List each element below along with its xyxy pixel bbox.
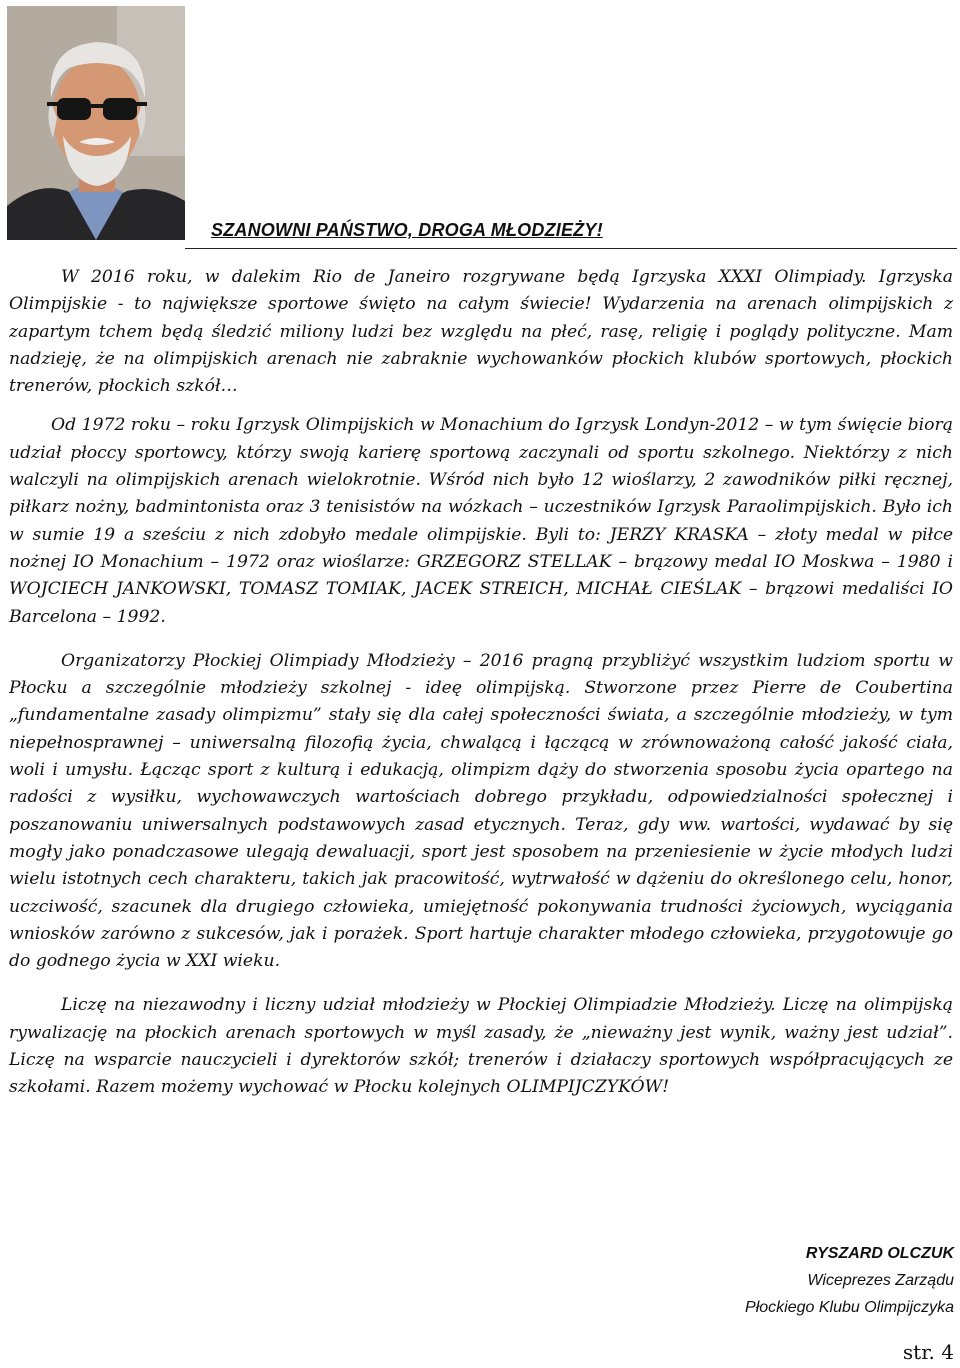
- signature-name: RYSZARD OLCZUK: [805, 1245, 954, 1262]
- letter-body: [9, 264, 953, 1102]
- page-number: str. 4: [902, 1340, 954, 1364]
- paragraph-2: Od 1972 roku – roku Igrzysk Olimpijskich w Monachium do Igrzysk Londyn-2012 – w tym święcie biorą udział płoccy sportowcy, którzy swoją karierę sportową zaczynali od sportu szkolnego. Niektórzy z nich walczyli na olimpijskich arenach wielokrotnie. Wśród nich było 12 wioślarzy, 2 zawodników piłki ręcznej, piłkarz nożny, badmintonista oraz 3 tenisistów na wózkach – uczestników Igrzysk Paraolimpijskich. Było ich w sumie 19 a sześciu z nich zdobyło medale olimpijskie. Byli to: JERZY KRASKA – złoty medal w piłce nożnej IO Monachium – 1972 oraz wioślarze: GRZEGORZ STELLAK – brązowy medal IO Moskwa – 1980 i WOJCIECH JANKOWSKI, TOMASZ TOMIAK, JACEK STREICH, MICHAŁ CIEŚLAK – brązowi medaliści IO Barcelona – 1992.: [9, 415, 953, 627]
- signature-block: [745, 1240, 954, 1321]
- author-photo: [7, 6, 185, 240]
- paragraph-3: Organizatorzy Płockiej Olimpiady Młodzieży – 2016 pragną przybliżyć wszystkim ludziom sportu w Płocku a szczególnie młodzieży szkolnej - ideę olimpijską. Stworzone przez Pierre de Coubertina „fundamentalne zasady olimpizmu” stały się dla całej społeczności świata, a szczególnie młodzieży, w tym niepełnosprawnej – uniwersalną filozofią życia, chwalącą i łączącą w zrównoważoną całość jakość ciała, woli i umysłu. Łącząc sport z kulturą i edukacją, olimpizm dąży do stworzenia sposobu życia opartego na radości z wysiłku, wychowawczych wartościach dobrego przykładu, odpowiedzialności społecznej i poszanowaniu uniwersalnych podstawowych zasad etycznych. Teraz, gdy ww. wartości, wydawać by się mogły jako ponadczasowe ulegają dewaluacji, sport jest sposobem na przeniesienie w życie młodych ludzi wielu istotnych cech charakteru, takich jak pracowitość, wytrwałość w dążeniu do określonego celu, honor, uczciwość, szacunek dla drugiego człowieka, umiejętność pokonywania trudności życiowych, wyciągania wniosków zarówno z sukcesów, jak i porażek. Sport hartuje charakter młodego człowieka, przygotowuje go do godnego życia w XXI wieku.: [9, 650, 953, 972]
- portrait-illustration: [7, 6, 185, 240]
- paragraph-1: W 2016 roku, w dalekim Rio de Janeiro rozgrywane będą Igrzyska XXXI Olimpiady. Igrzyska Olimpijskie - to największe sportowe święto na całym świecie! Wydarzenia na arenach olimpijskich z zapartym tchem będą śledzić miliony ludzi bez względu na płeć, rasę, religię i poglądy polityczne. Mam nadzieję, że na olimpijskich arenach nie zabraknie wychowanków płockich klubów sportowych, płockich trenerów, płockich szkół…: [9, 267, 953, 397]
- paragraph-4: Liczę na niezawodny i liczny udział młodzieży w Płockiej Olimpiadzie Młodzieży. Liczę na olimpijską rywalizację na płockich arenach sportowych w myśl zasady, że „nieważny jest wynik, ważny jest udział”. Liczę na wsparcie nauczycieli i dyrektorów szkół; trenerów i działaczy sportowych współpracujących ze szkołami. Razem możemy wychować w Płocku kolejnych OLIMPIJCZYKÓW!: [9, 995, 953, 1098]
- page-heading: SZANOWNI PAŃSTWO, DROGA MŁODZIEŻY!: [211, 220, 603, 240]
- heading-rule: [185, 248, 957, 249]
- signature-organization: Płockiego Klubu Olimpijczyka: [745, 1299, 954, 1316]
- signature-role: Wiceprezes Zarządu: [807, 1272, 954, 1289]
